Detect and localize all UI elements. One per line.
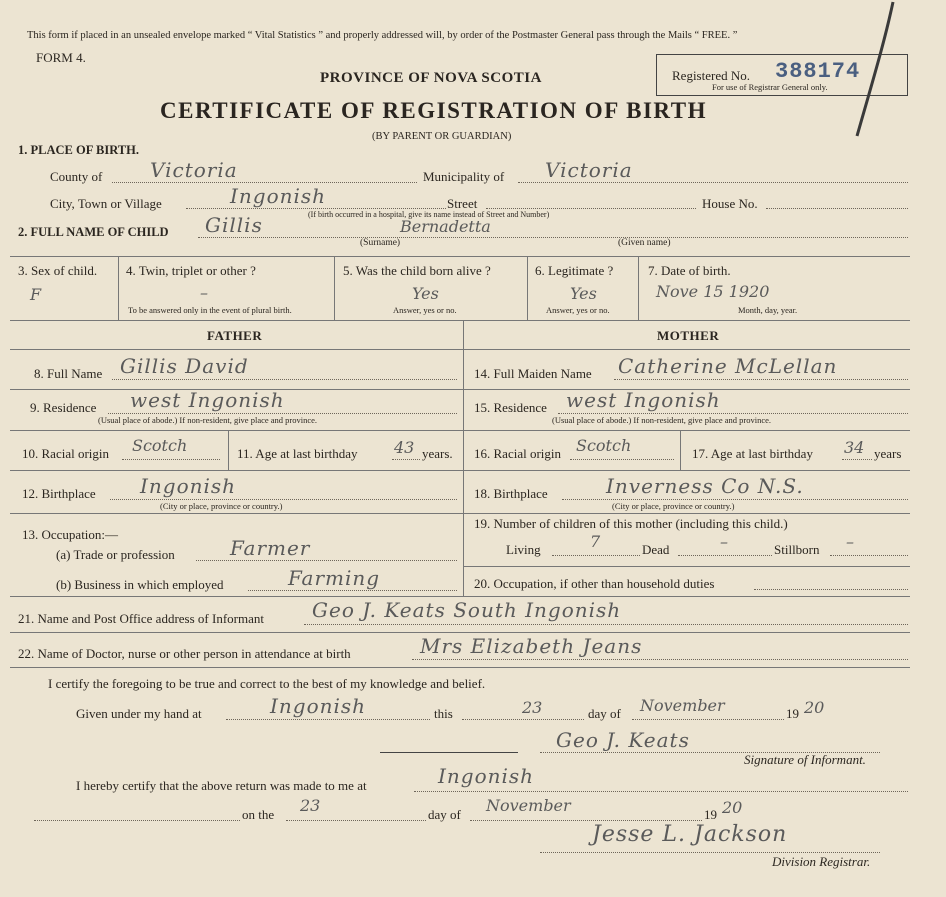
father-residence-label: 9. Residence <box>30 400 97 415</box>
informant-value: Geo J. Keats South Ingonish <box>312 598 622 622</box>
registered-number: 388174 <box>775 59 861 84</box>
rule <box>10 349 910 350</box>
father-race-value: Scotch <box>132 436 188 455</box>
twin-note: To be answered only in the event of plural birth. <box>128 305 292 315</box>
return-place-line <box>414 791 908 792</box>
legitimate-note: Answer, yes or no. <box>546 305 610 315</box>
return-lead-line <box>34 820 240 821</box>
mother-age-line <box>842 459 872 460</box>
informant-signature-label: Signature of Informant. <box>744 752 866 767</box>
city-label: City, Town or Village <box>50 196 162 211</box>
municipality-label: Municipality of <box>423 169 505 184</box>
father-residence-note: (Usual place of abode.) If non-resident, give place and province. <box>98 415 318 425</box>
living-label: Living <box>506 542 541 557</box>
father-trade-line <box>196 560 457 561</box>
legitimate-label: 6. Legitimate ? <box>535 263 614 278</box>
house-no-label: House No. <box>702 196 758 211</box>
certify-statement: I certify the foregoing to be true and correct to the best of my knowledge and belief. <box>48 676 486 691</box>
registrar-label: Division Registrar. <box>772 854 871 869</box>
return-month-line <box>470 820 702 821</box>
father-business-value: Farming <box>288 566 381 590</box>
registrar-signature: Jesse L. Jackson <box>592 822 788 847</box>
mother-race-value: Scotch <box>576 436 632 455</box>
dead-line <box>678 555 772 556</box>
rule <box>10 430 463 431</box>
born-alive-note: Answer, yes or no. <box>393 305 457 315</box>
county-line <box>112 182 417 183</box>
living-line <box>552 555 640 556</box>
father-age-line <box>392 459 420 460</box>
rule <box>10 596 910 597</box>
dead-value: – <box>720 532 728 551</box>
municipality-value: Victoria <box>545 158 633 182</box>
rule <box>463 430 910 431</box>
birth-date-label: 7. Date of birth. <box>648 263 731 278</box>
day-value: 23 <box>522 698 543 717</box>
doctor-line <box>412 659 908 660</box>
father-birthplace-label: 12. Birthplace <box>22 486 96 501</box>
column-divider <box>463 320 464 596</box>
certificate-subtitle: (BY PARENT OR GUARDIAN) <box>372 131 512 142</box>
mother-residence-note: (Usual place of abode.) If non-resident, give place and province. <box>552 415 772 425</box>
father-years-label: years. <box>422 446 453 461</box>
birth-date-note: Month, day, year. <box>738 305 798 315</box>
given-under-hand-label: Given under my hand at <box>76 706 202 721</box>
father-birthplace-value: Ingonish <box>140 474 237 498</box>
stillborn-line <box>830 555 908 556</box>
given-place-line <box>226 719 430 720</box>
registrar-signature-line <box>540 852 880 853</box>
rule <box>10 667 910 668</box>
stillborn-label: Stillborn <box>774 542 820 557</box>
rule <box>463 470 910 471</box>
informant-label: 21. Name and Post Office address of Informant <box>18 611 264 626</box>
place-of-birth-heading: 1. PLACE OF BIRTH. <box>18 143 139 157</box>
father-race-label: 10. Racial origin <box>22 446 110 461</box>
month-value: November <box>640 696 725 715</box>
mother-name-value: Catherine McLellan <box>618 354 838 378</box>
father-heading: FATHER <box>207 328 263 343</box>
father-trade-label: (a) Trade or profession <box>56 547 175 562</box>
father-residence-value: west Ingonish <box>130 388 285 412</box>
child-name-heading: 2. FULL NAME OF CHILD <box>18 225 169 239</box>
province-heading: PROVINCE OF NOVA SCOTIA <box>320 70 542 86</box>
father-occupation-label: 13. Occupation:— <box>22 527 119 542</box>
father-trade-value: Farmer <box>230 536 311 560</box>
mother-residence-label: 15. Residence <box>474 400 547 415</box>
form-number: FORM 4. <box>36 50 86 65</box>
rule <box>10 632 910 633</box>
mother-age-value: 34 <box>844 438 865 457</box>
cell-divider <box>680 430 681 470</box>
return-month-value: November <box>486 796 571 815</box>
cell-divider <box>118 256 119 320</box>
child-given-name: Bernadetta <box>400 217 491 236</box>
sex-label: 3. Sex of child. <box>18 263 98 278</box>
child-name-line <box>198 237 908 238</box>
dead-label: Dead <box>642 542 670 557</box>
mother-heading: MOTHER <box>657 328 720 343</box>
mother-years-label: years <box>874 446 902 461</box>
rule <box>10 256 910 257</box>
father-residence-line <box>108 413 457 414</box>
twin-label: 4. Twin, triplet or other ? <box>126 263 256 278</box>
father-business-label: (b) Business in which employed <box>56 577 224 592</box>
return-place-value: Ingonish <box>438 764 535 788</box>
cell-divider <box>638 256 639 320</box>
born-alive-value: Yes <box>412 284 439 303</box>
pen-stroke-mark <box>845 0 905 140</box>
mother-race-label: 16. Racial origin <box>474 446 562 461</box>
cell-divider <box>334 256 335 320</box>
father-name-value: Gillis David <box>120 354 249 378</box>
given-name-caption: (Given name) <box>618 238 671 248</box>
certificate-title: CERTIFICATE OF REGISTRATION OF BIRTH <box>160 98 707 123</box>
doctor-value: Mrs Elizabeth Jeans <box>420 634 643 658</box>
cell-divider <box>228 430 229 470</box>
stillborn-value: – <box>846 532 854 551</box>
month-line <box>632 719 784 720</box>
street-note: (If birth occurred in a hospital, give its name instead of Street and Number) <box>308 210 550 219</box>
signature-separator <box>380 752 518 753</box>
legitimate-value: Yes <box>570 284 597 303</box>
return-day-line <box>286 820 426 821</box>
father-age-value: 43 <box>394 438 415 457</box>
year-value: 20 <box>804 698 825 717</box>
mother-residence-value: west Ingonish <box>566 388 721 412</box>
municipality-line <box>518 182 908 183</box>
postal-notice: This form if placed in an unsealed envelope marked “ Vital Statistics ” and properly addressed will, by order of the Postmaster General pass through the Mails “ FREE. ” <box>27 30 738 41</box>
mother-birthplace-label: 18. Birthplace <box>474 486 548 501</box>
county-label: County of <box>50 169 103 184</box>
mother-residence-line <box>558 413 908 414</box>
mother-name-line <box>614 379 908 380</box>
county-value: Victoria <box>150 158 238 182</box>
mother-occupation-line <box>754 589 908 590</box>
living-value: 7 <box>590 532 601 551</box>
day-of-label: day of <box>588 706 621 721</box>
informant-line <box>304 624 908 625</box>
born-alive-label: 5. Was the child born alive ? <box>343 263 491 278</box>
father-race-line <box>122 459 220 460</box>
on-the-label: on the <box>242 807 275 822</box>
rule <box>463 566 910 567</box>
mother-children-label: 19. Number of children of this mother (including this child.) <box>474 516 788 531</box>
return-year-value: 20 <box>722 798 743 817</box>
sex-value: F <box>30 285 42 304</box>
year-prefix: 19 <box>786 706 799 721</box>
registrar-note: For use of Registrar General only. <box>712 82 828 92</box>
mother-birthplace-note: (City or place, province or country.) <box>612 501 735 511</box>
day-line <box>462 719 584 720</box>
mother-birthplace-value: Inverness Co N.S. <box>606 474 804 498</box>
return-day-of-label: day of <box>428 807 461 822</box>
twin-value: – <box>200 283 208 302</box>
mother-birthplace-line <box>562 499 908 500</box>
street-line <box>486 208 696 209</box>
father-age-label: 11. Age at last birthday <box>237 446 358 461</box>
mother-age-label: 17. Age at last birthday <box>692 446 813 461</box>
surname-caption: (Surname) <box>360 238 401 248</box>
doctor-label: 22. Name of Doctor, nurse or other person in attendance at birth <box>18 646 351 661</box>
city-line <box>186 208 446 209</box>
mother-occupation-label: 20. Occupation, if other than household duties <box>474 576 715 591</box>
house-no-line <box>766 208 908 209</box>
mother-name-label: 14. Full Maiden Name <box>474 366 592 381</box>
father-business-line <box>248 590 457 591</box>
father-name-line <box>112 379 457 380</box>
rule <box>10 470 463 471</box>
given-place-value: Ingonish <box>270 694 367 718</box>
child-surname: Gillis <box>205 213 263 237</box>
return-day-value: 23 <box>300 796 321 815</box>
rule <box>10 320 910 321</box>
mother-race-line <box>570 459 674 460</box>
informant-signature: Geo J. Keats <box>556 728 690 752</box>
this-label: this <box>434 706 453 721</box>
father-birthplace-note: (City or place, province or country.) <box>160 501 283 511</box>
return-statement: I hereby certify that the above return was made to me at <box>76 778 367 793</box>
birth-date-value: Nove 15 1920 <box>656 282 770 301</box>
street-label: Street <box>447 196 478 211</box>
return-year-prefix: 19 <box>704 807 717 822</box>
city-value: Ingonish <box>230 184 327 208</box>
cell-divider <box>527 256 528 320</box>
rule <box>10 513 910 514</box>
father-birthplace-line <box>110 499 457 500</box>
registered-label: Registered No. <box>672 68 750 83</box>
father-name-label: 8. Full Name <box>34 366 103 381</box>
